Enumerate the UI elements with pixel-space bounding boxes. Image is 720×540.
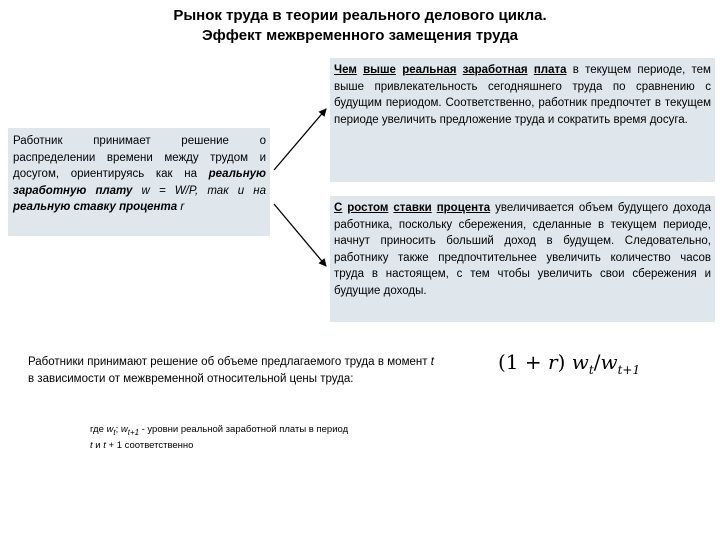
note-sep: ; bbox=[115, 424, 121, 435]
arrow-to-rate-box bbox=[274, 204, 326, 266]
para-text-1: Работники принимают решение об объеме предлагаемого труда в момент bbox=[28, 356, 431, 368]
real-rate-term: реальную ставку процента bbox=[13, 201, 178, 214]
para-time-var: t bbox=[430, 356, 434, 368]
relative-price-paragraph bbox=[28, 354, 434, 387]
formula-lhs: (1 + bbox=[498, 350, 548, 374]
wage-underlined-3: реальная bbox=[402, 64, 457, 76]
formula-sub-t: t bbox=[588, 363, 594, 377]
formula-r: r bbox=[548, 350, 558, 374]
note-period-t: t bbox=[90, 439, 93, 451]
rate-underlined-4: процента bbox=[436, 202, 491, 214]
worker-decision-box bbox=[8, 128, 270, 236]
formula-rparen: ) bbox=[557, 350, 566, 374]
slide-title bbox=[0, 6, 720, 46]
formula-sub-t1: t+1 bbox=[617, 363, 641, 377]
note-period-t2: t bbox=[103, 439, 106, 451]
rate-effect-text: увеличивается объем будущего дохода работника, поскольку сбережения, сделанные в текущем периоде, начнут приносить больший доход в будущем. Следовательно, работнику также предпочтительнее увеличить количество часов труда в настоящем, с тем чтобы увеличить свои сбережения и будущие доходы. bbox=[334, 202, 711, 297]
rate-effect-box bbox=[330, 196, 715, 322]
wage-underlined-2: выше bbox=[363, 64, 396, 76]
note-w-current: w bbox=[106, 424, 114, 435]
formula-slash: / bbox=[593, 350, 601, 374]
note-sub-t1: t+1 bbox=[127, 427, 139, 437]
note-text-2: - уровни реальной заработной платы в период bbox=[138, 424, 349, 435]
wage-underlined-4: заработная bbox=[462, 64, 528, 76]
note-sub-t: t bbox=[113, 427, 116, 437]
formula-note bbox=[90, 423, 430, 452]
intertemporal-price-formula bbox=[498, 350, 640, 377]
formula-w-current: w bbox=[571, 350, 589, 374]
para-text-2: в зависимости от межвременной относительной цены труда: bbox=[28, 372, 354, 385]
left-text-3: r bbox=[177, 201, 185, 214]
wage-underlined-5: плата bbox=[533, 64, 567, 76]
note-and: и bbox=[92, 439, 104, 451]
wage-effect-box bbox=[330, 58, 715, 182]
left-text-2: w = W/P, так и на bbox=[132, 184, 266, 197]
wage-underlined-1: Чем bbox=[334, 64, 357, 76]
note-w-next: w bbox=[120, 424, 128, 435]
rate-underlined-3: ставки bbox=[393, 202, 432, 214]
title-line-2: Эффект межвременного замещения труда bbox=[202, 27, 518, 44]
title-line-1: Рынок труда в теории реального делового цикла. bbox=[173, 7, 547, 24]
wage-effect-text: в текущем периоде, тем выше привлекательность сегодняшнего труда по сравнению с будущим периодом. Соответственно, работник предпочтет в текущем периоде увеличить предложение труда и сократить время досуга. bbox=[334, 64, 711, 126]
note-text-end: + 1 соответственно bbox=[105, 439, 194, 451]
real-wage-term: реальную заработную плату bbox=[13, 168, 266, 197]
rate-underlined-1: С bbox=[334, 202, 343, 214]
left-text-1: Работник принимает решение о распределении времени между трудом и досугом, ориентируясь как на bbox=[13, 135, 266, 181]
formula-w-next: w bbox=[600, 350, 618, 374]
rate-underlined-2: ростом bbox=[347, 202, 389, 214]
arrow-to-wage-box bbox=[274, 109, 326, 170]
note-text-1: где bbox=[90, 424, 107, 435]
